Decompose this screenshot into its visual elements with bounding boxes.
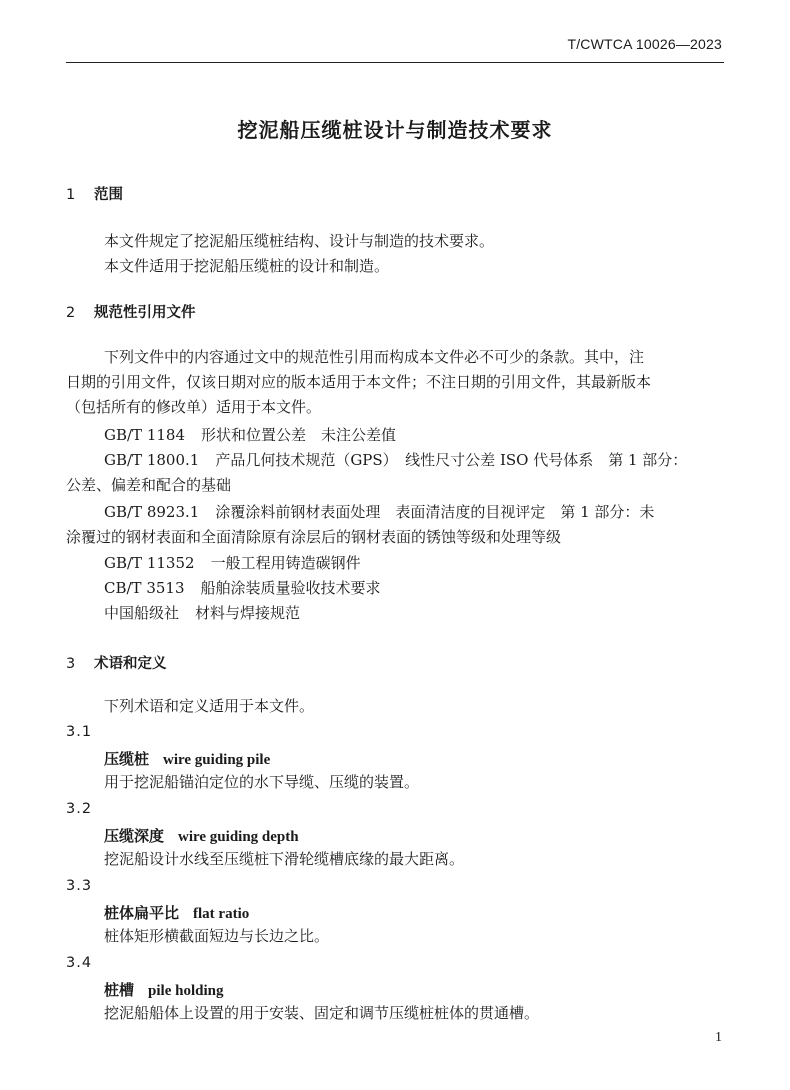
section-1-heading [66,183,123,204]
reference-item [104,425,396,445]
section-number: 3 [66,656,76,672]
reference-title: 产品几何技术规范（GPS） 线性尺寸公差 ISO 代号体系 第 1 部分： [215,451,688,469]
section-2-heading [66,301,196,322]
paragraph: 本文件规定了挖泥船压缆桩结构、设计与制造的技术要求。 [104,232,495,250]
section-title: 范围 [94,187,123,203]
reference-code: GB/T 11352 [104,554,195,572]
reference-code: CB/T 3513 [104,579,185,597]
standard-code: T/CWTCA 10026—2023 [567,36,722,52]
reference-continuation: 公差、偏差和配合的基础 [66,476,232,494]
term-definition: 用于挖泥船锚泊定位的水下导缆、压缆的装置。 [104,773,420,791]
reference-title: 船舶涂装质量验收技术要求 [200,579,381,597]
paragraph-line: （包括所有的修改单）适用于本文件。 [66,398,322,416]
paragraph-line: 下列文件中的内容通过文中的规范性引用而构成本文件必不可少的条款。其中，注 [104,348,645,366]
reference-code: 中国船级社 [104,604,180,622]
reference-title: 涂覆涂料前钢材表面处理 表面清洁度的目视评定 第 1 部分：未 [215,503,655,521]
term-number: 3.3 [66,878,93,894]
section-number: 2 [66,305,76,321]
reference-code: GB/T 1184 [104,426,186,444]
reference-item [104,450,687,470]
term-definition: 桩体矩形横截面短边与长边之比。 [104,927,330,945]
section-title: 规范性引用文件 [94,305,196,321]
term-en: wire guiding depth [178,829,299,845]
reference-item [104,603,300,623]
term-definition: 挖泥船船体上设置的用于安装、固定和调节压缆桩桩体的贯通槽。 [104,1004,540,1022]
term-en: pile holding [148,983,224,999]
page-number: 1 [715,1030,722,1045]
reference-continuation: 涂覆过的钢材表面和全面清除原有涂层后的钢材表面的锈蚀等级和处理等级 [66,528,562,546]
term-zh: 压缆深度 [104,827,165,845]
reference-code: GB/T 8923.1 [104,503,200,521]
paragraph: 本文件适用于挖泥船压缆桩的设计和制造。 [104,257,390,275]
section-title: 术语和定义 [94,656,167,672]
reference-title: 材料与焊接规范 [195,604,301,622]
term-number: 3.4 [66,955,93,971]
paragraph: 下列术语和定义适用于本文件。 [104,697,315,715]
term-heading [104,902,249,923]
document-title: 挖泥船压缆桩设计与制造技术要求 [237,118,553,142]
reference-title: 一般工程用铸造碳钢件 [210,554,361,572]
reference-item [104,553,361,573]
term-zh: 桩槽 [104,981,135,999]
term-en: wire guiding pile [163,752,271,768]
term-definition: 挖泥船设计水线至压缆桩下滑轮缆槽底缘的最大距离。 [104,850,465,868]
reference-code: GB/T 1800.1 [104,451,200,469]
term-number: 3.1 [66,724,93,740]
section-number: 1 [66,187,76,203]
reference-title: 形状和位置公差 未注公差值 [201,426,397,444]
term-number: 3.2 [66,801,93,817]
section-3-heading [66,652,167,673]
term-heading [104,748,270,769]
term-zh: 桩体扁平比 [104,904,180,922]
reference-item [104,578,381,598]
term-zh: 压缆桩 [104,750,150,768]
paragraph-line: 日期的引用文件，仅该日期对应的版本适用于本文件；不注日期的引用文件，其最新版本 [66,373,652,391]
term-en: flat ratio [193,906,250,922]
reference-item [104,502,654,522]
header-rule [66,62,724,63]
term-heading [104,825,299,846]
term-heading [104,979,223,1000]
